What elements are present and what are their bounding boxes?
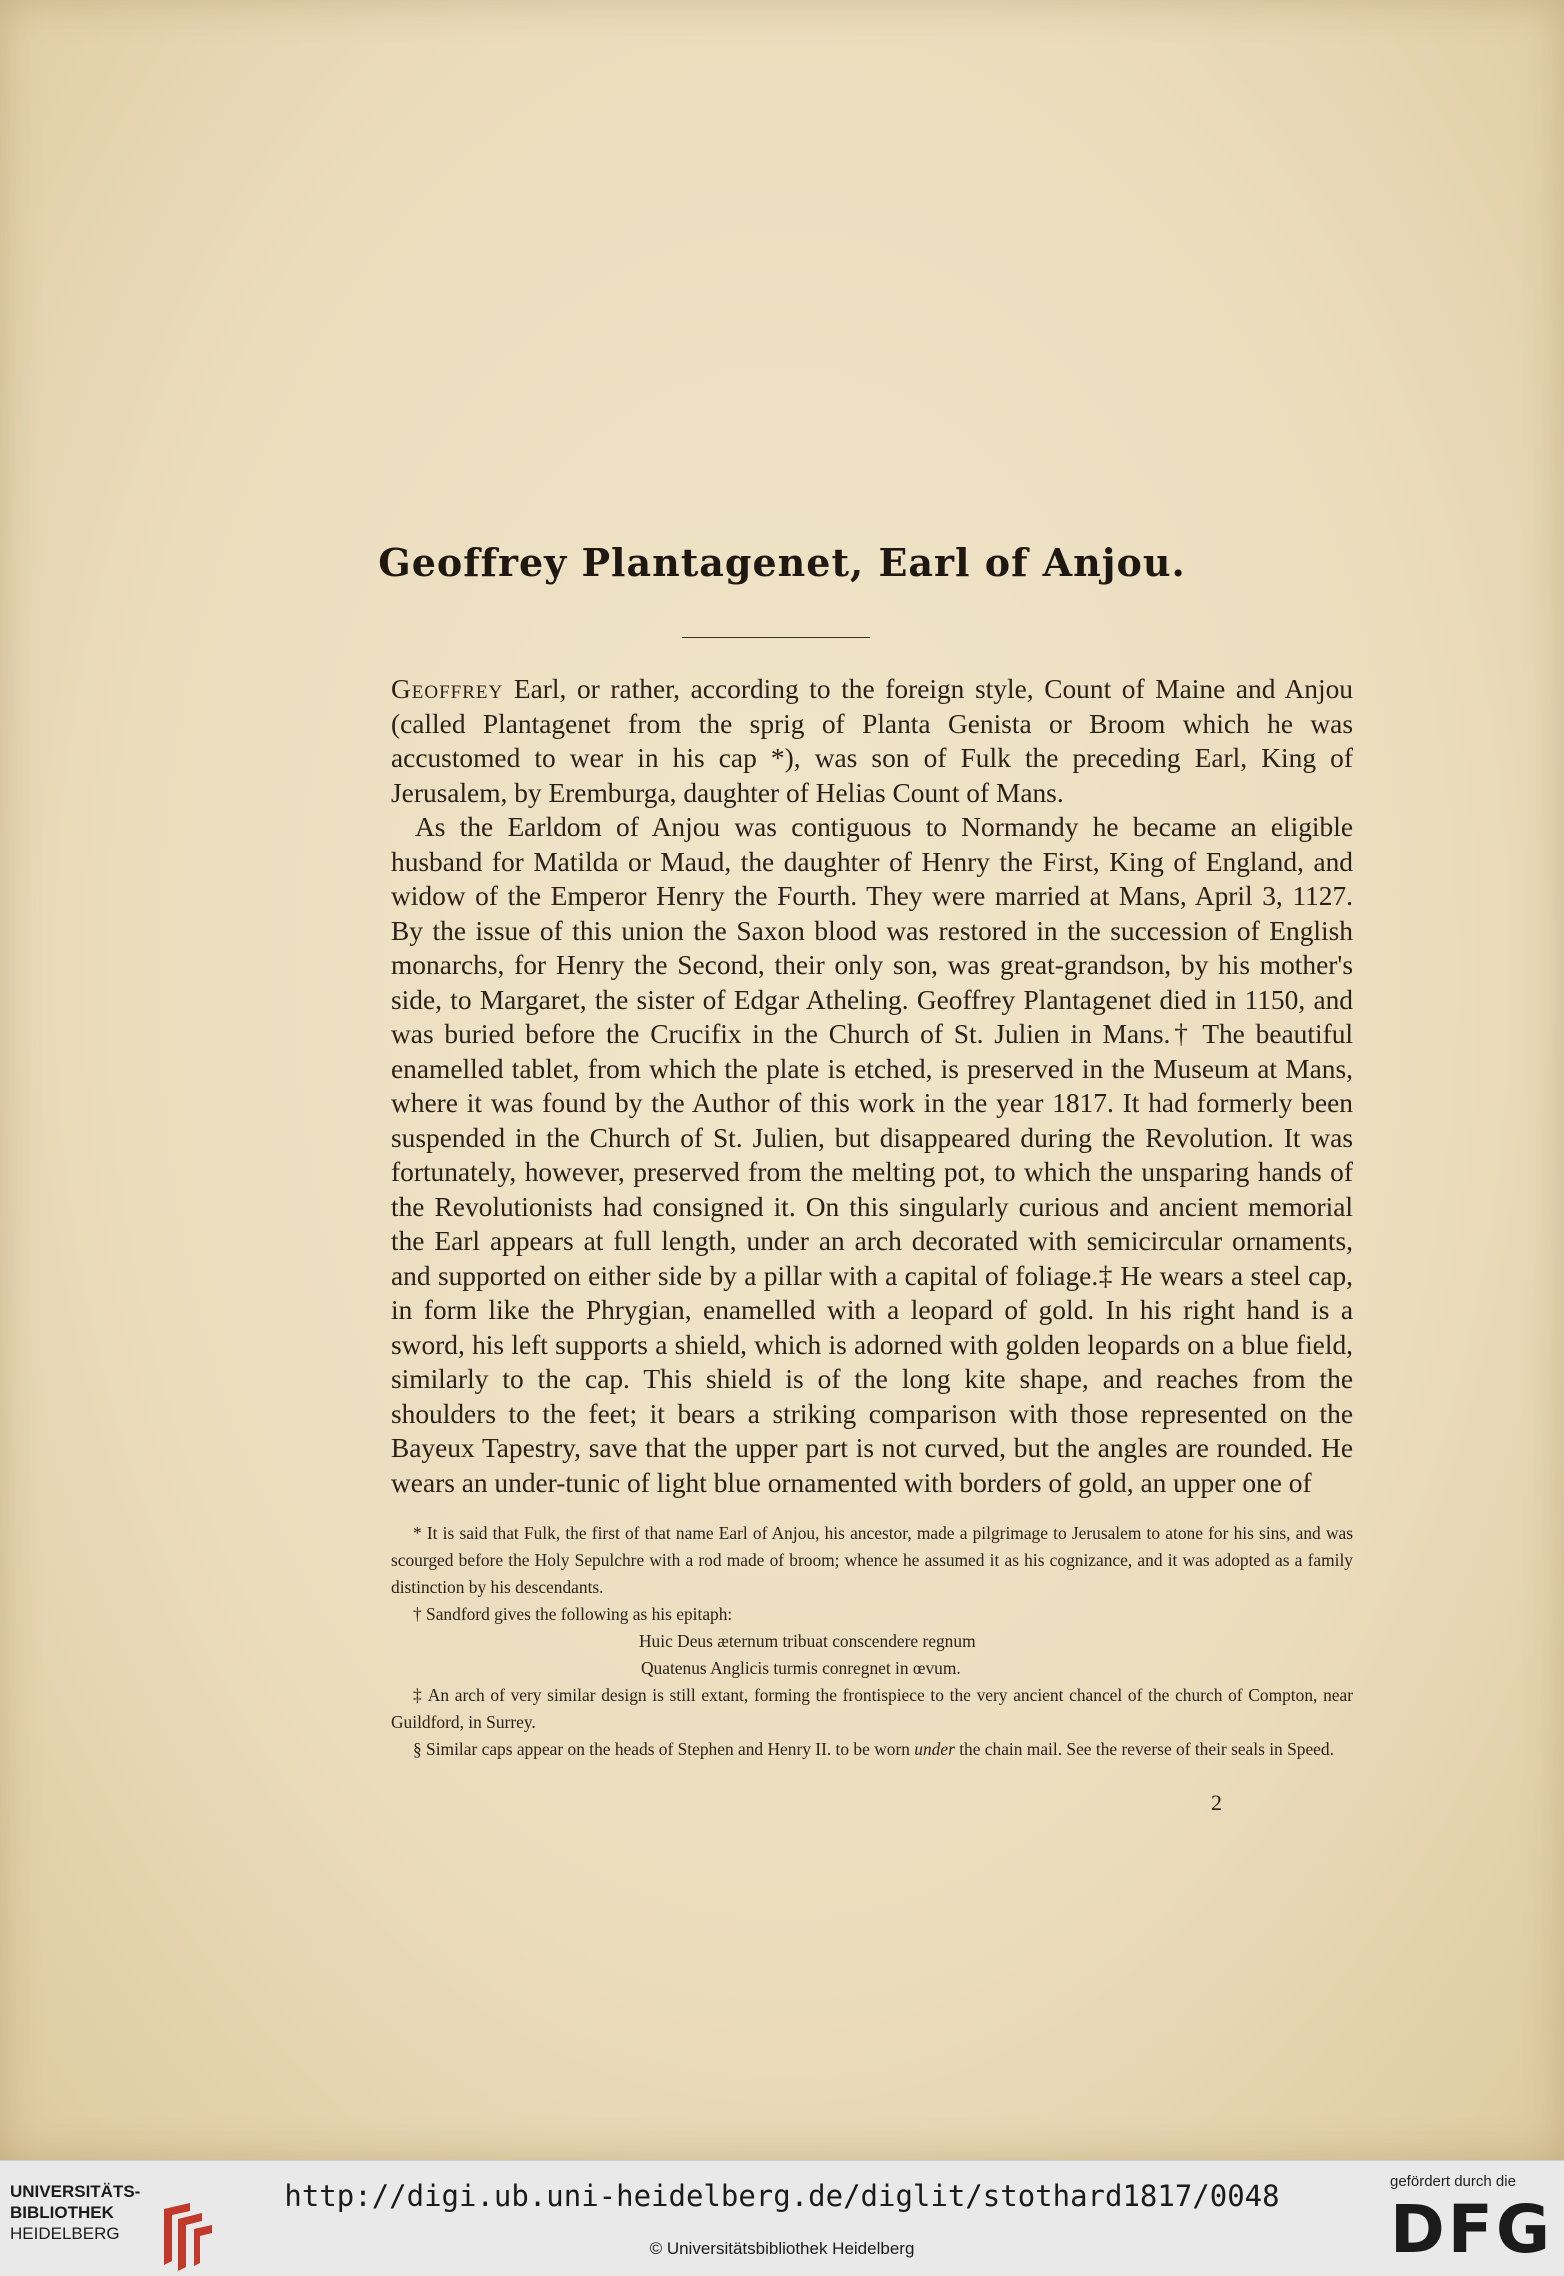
lead-word: Geoffrey: [391, 674, 504, 704]
footnote-2: † Sandford gives the following as his epitaph:: [413, 1604, 733, 1624]
library-name-line-3: HEIDELBERG: [10, 2224, 120, 2243]
paragraph-1-text: Earl, or rather, according to the foreign style, Count of Maine and Anjou (called Plantagenet from the sprig of Planta Genista or Broom which he was accustomed to wear in his cap *), was son of Fulk the preceding Earl, King of Jerusalem, by Eremburga, daughter of Helias Count of Mans.: [391, 674, 1353, 808]
funding-caption: gefördert durch die: [1390, 2173, 1516, 2190]
copyright-notice: © Universitätsbibliothek Heidelberg: [649, 2239, 915, 2258]
footnote-4-emphasis: under: [914, 1739, 955, 1759]
footnote-4-start: § Similar caps appear on the heads of Stephen and Henry II. to be worn: [413, 1739, 915, 1759]
epitaph-line-1: Huic Deus æternum tribuat conscendere regnum: [639, 1631, 976, 1651]
title-divider: [682, 637, 870, 638]
library-name-line-1: UNIVERSITÄTS-: [10, 2182, 141, 2201]
library-name-line-2: BIBLIOTHEK: [10, 2203, 114, 2222]
paragraph-1: [391, 672, 1353, 810]
permalink-url[interactable]: http://digi.ub.uni-heidelberg.de/diglit/stothard1817/0048: [284, 2179, 1280, 2213]
library-emblem-icon: [156, 2203, 216, 2273]
footnote-3: ‡ An arch of very similar design is still extant, forming the frontispiece to the very ancient chancel of the church of Compton, near Guildford, in Surrey.: [391, 1685, 1353, 1732]
footnotes: [391, 1520, 1353, 1763]
footnote-4: [391, 1736, 1353, 1763]
main-text: [391, 672, 1353, 1500]
footer-bar: [0, 2160, 1564, 2276]
footnote-1: * It is said that Fulk, the first of that name Earl of Anjou, his ancestor, made a pilgrimage to Jerusalem to atone for his sins, and was scourged before the Holy Sepulchre with a rod made of broom; whence he assumed it as his cognizance, and it was adopted as a family distinction by his descendants.: [391, 1523, 1353, 1597]
paragraph-2: As the Earldom of Anjou was contiguous to Normandy he became an eligible husband for Matilda or Maud, the daughter of Henry the First, King of England, and widow of the Emperor Henry the Fourth. They were married at Mans, April 3, 1127. By the issue of this union the Saxon blood was restored in the succession of English monarchs, for Henry the Second, their only son, was great-grandson, by his mother's side, to Margaret, the sister of Edgar Atheling. Geoffrey Plantagenet died in 1150, and was buried before the Crucifix in the Church of St. Julien in Mans.† The beautiful enamelled tablet, from which the plate is etched, is preserved in the Museum at Mans, where it was found by the Author of this work in the year 1817. It had formerly been suspended in the Church of St. Julien, but disappeared during the Revolution. It was fortunately, however, preserved from the melting pot, to which the unsparing hands of the Revolutionists had consigned it. On this singularly curious and ancient memorial the Earl appears at full length, under an arch decorated with semicircular ornaments, and supported on either side by a pillar with a capital of foliage.‡ He wears a steel cap, in form like the Phrygian, enamelled with a leopard of gold. In his right hand is a sword, his left supports a shield, which is adorned with golden leopards on a blue field, similarly to the cap. This shield is of the long kite shape, and reaches from the shoulders to the feet; it bears a striking comparison with those represented on the Bayeux Tapestry, save that the upper part is not curved, but the angles are rounded. He wears an under-tunic of light blue ornamented with borders of gold, an upper one of: [391, 812, 1353, 1498]
page-title: Geoffrey Plantagenet, Earl of Anjou.: [378, 540, 1186, 585]
footnote-4-end: the chain mail. See the reverse of their seals in Speed.: [954, 1739, 1334, 1759]
dfg-logo[interactable]: DFG: [1390, 2191, 1554, 2268]
page-number: 2: [1211, 1790, 1222, 1815]
epitaph-line-2: Quatenus Anglicis turmis conregnet in œvum.: [641, 1658, 961, 1678]
